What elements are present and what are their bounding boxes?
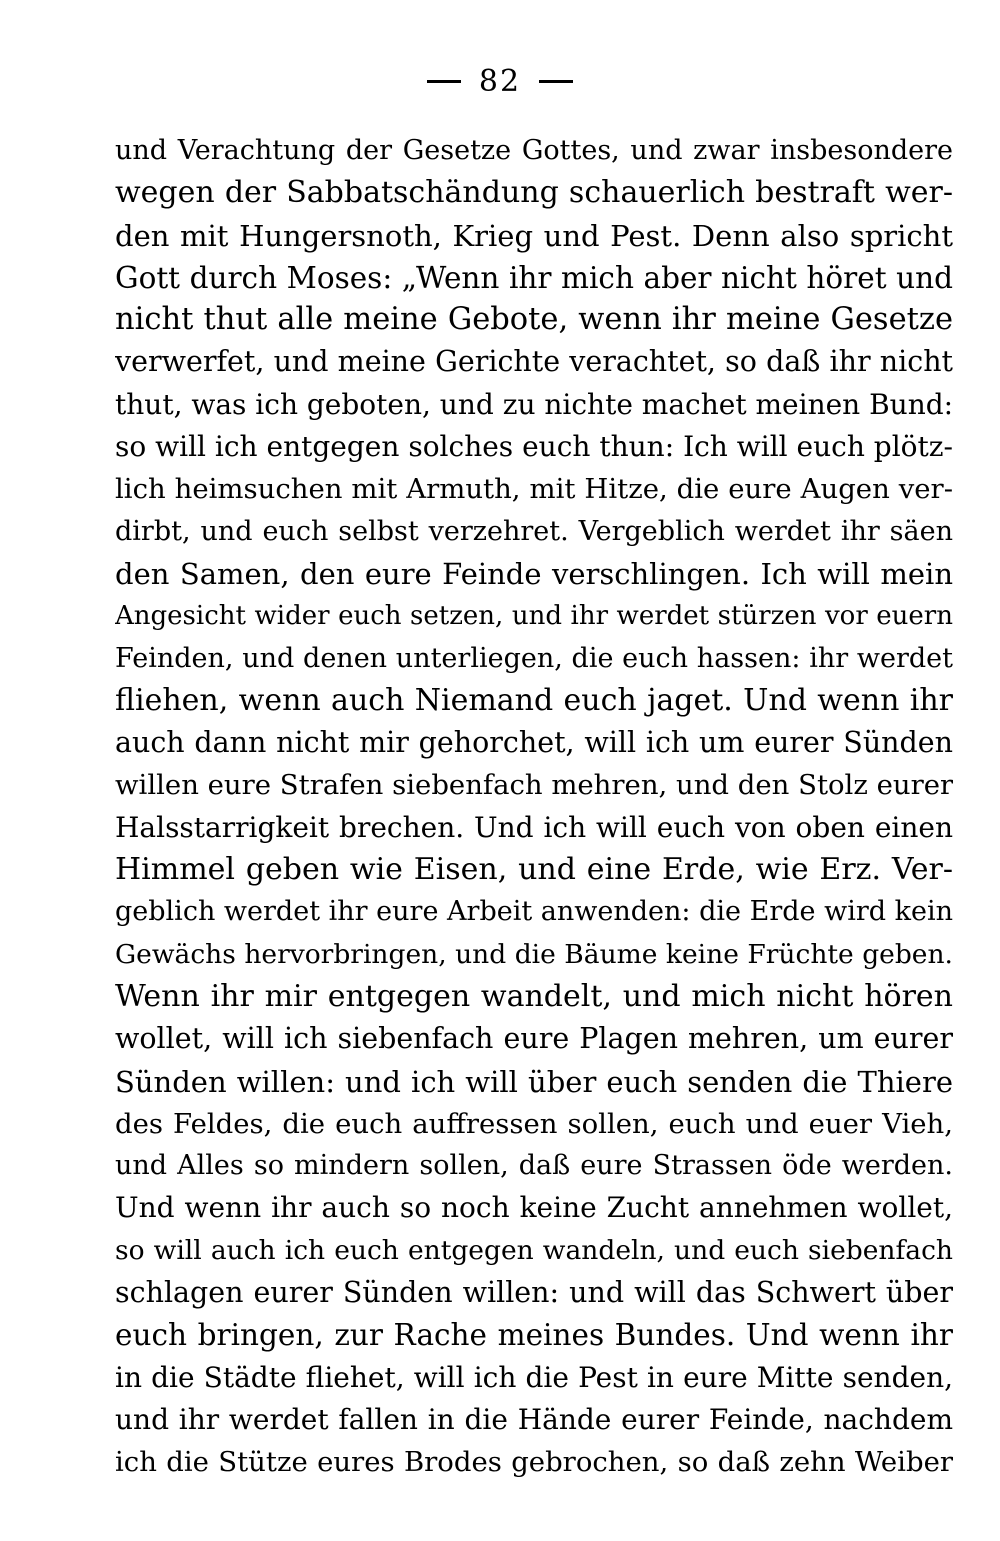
text-line: und ihr werdet fallen in die Hände eurer Feinde, nachdem	[115, 1402, 953, 1436]
left-dash	[427, 80, 461, 83]
text-line: willen eure Strafen siebenfach mehren, und den Stolz eurer	[115, 769, 953, 802]
text-line: so will ich entgegen solches euch thun: Ich will euch plötz-	[115, 430, 953, 464]
text-line: thut, was ich geboten, und zu nichte machet meinen Bund:	[115, 387, 953, 421]
text-line: dirbt, und euch selbst verzehret. Vergeblich werdet ihr säen	[115, 515, 953, 547]
text-line: schlagen eurer Sünden willen: und will das Schwert über	[115, 1276, 953, 1310]
page-header	[0, 62, 1000, 102]
text-line: auch dann nicht mir gehorchet, will ich um eurer Sünden	[115, 726, 953, 760]
text-line: Himmel geben wie Eisen, und eine Erde, wie Erz. Ver-	[115, 852, 953, 888]
text-line: ich die Stütze eures Brodes gebrochen, so daß zehn Weiber	[115, 1446, 953, 1479]
right-dash	[539, 80, 573, 83]
text-line: wegen der Sabbatschändung schauerlich bestraft wer-	[115, 175, 953, 211]
text-line: Und wenn ihr auch so noch keine Zucht annehmen wollet,	[115, 1191, 953, 1225]
text-line: fliehen, wenn auch Niemand euch jaget. Und wenn ihr	[115, 682, 953, 718]
text-line: den mit Hungersnoth, Krieg und Pest. Denn also spricht	[115, 218, 953, 253]
text-line: nicht thut alle meine Gebote, wenn ihr meine Gesetze	[115, 302, 953, 338]
text-line: in die Städte fliehet, will ich die Pest in eure Mitte senden,	[115, 1360, 953, 1394]
text-line: Feinden, und denen unterliegen, die euch hassen: ihr werdet	[115, 642, 953, 674]
page-number: 82	[478, 64, 522, 99]
text-line: Sünden willen: und ich will über euch senden die Thiere	[115, 1064, 953, 1099]
text-line: Wenn ihr mir entgegen wandelt, und mich nicht hören	[115, 978, 953, 1014]
text-line: Gewächs hervorbringen, und die Bäume keine Früchte geben.	[115, 938, 953, 970]
page-body	[115, 130, 953, 1484]
text-line: den Samen, den eure Feinde verschlingen. Ich will mein	[115, 556, 953, 591]
text-line: und Verachtung der Gesetze Gottes, und zwar insbesondere	[115, 135, 953, 166]
text-line: geblich werdet ihr eure Arbeit anwenden: die Erde wird kein	[115, 896, 953, 928]
text-line: verwerfet, und meine Gerichte verachtet, so daß ihr nicht	[115, 345, 953, 379]
text-line: Gott durch Moses: „Wenn ihr mich aber nicht höret und	[115, 260, 953, 295]
text-line: lich heimsuchen mit Armuth, mit Hitze, die eure Augen ver-	[115, 473, 953, 506]
text-line: wollet, will ich siebenfach eure Plagen mehren, um eurer	[115, 1022, 953, 1056]
text-line: Halsstarrigkeit brechen. Und ich will euch von oben einen	[115, 810, 953, 844]
text-line: so will auch ich euch entgegen wandeln, und euch siebenfach	[115, 1234, 953, 1266]
text-line: euch bringen, zur Rache meines Bundes. Und wenn ihr	[115, 1318, 953, 1353]
text-line: und Alles so mindern sollen, daß eure Strassen öde werden.	[115, 1150, 953, 1182]
text-line: des Feldes, die euch auffressen sollen, euch und euer Vieh,	[115, 1107, 953, 1140]
text-line: Angesicht wider euch setzen, und ihr werdet stürzen vor euern	[115, 601, 953, 632]
